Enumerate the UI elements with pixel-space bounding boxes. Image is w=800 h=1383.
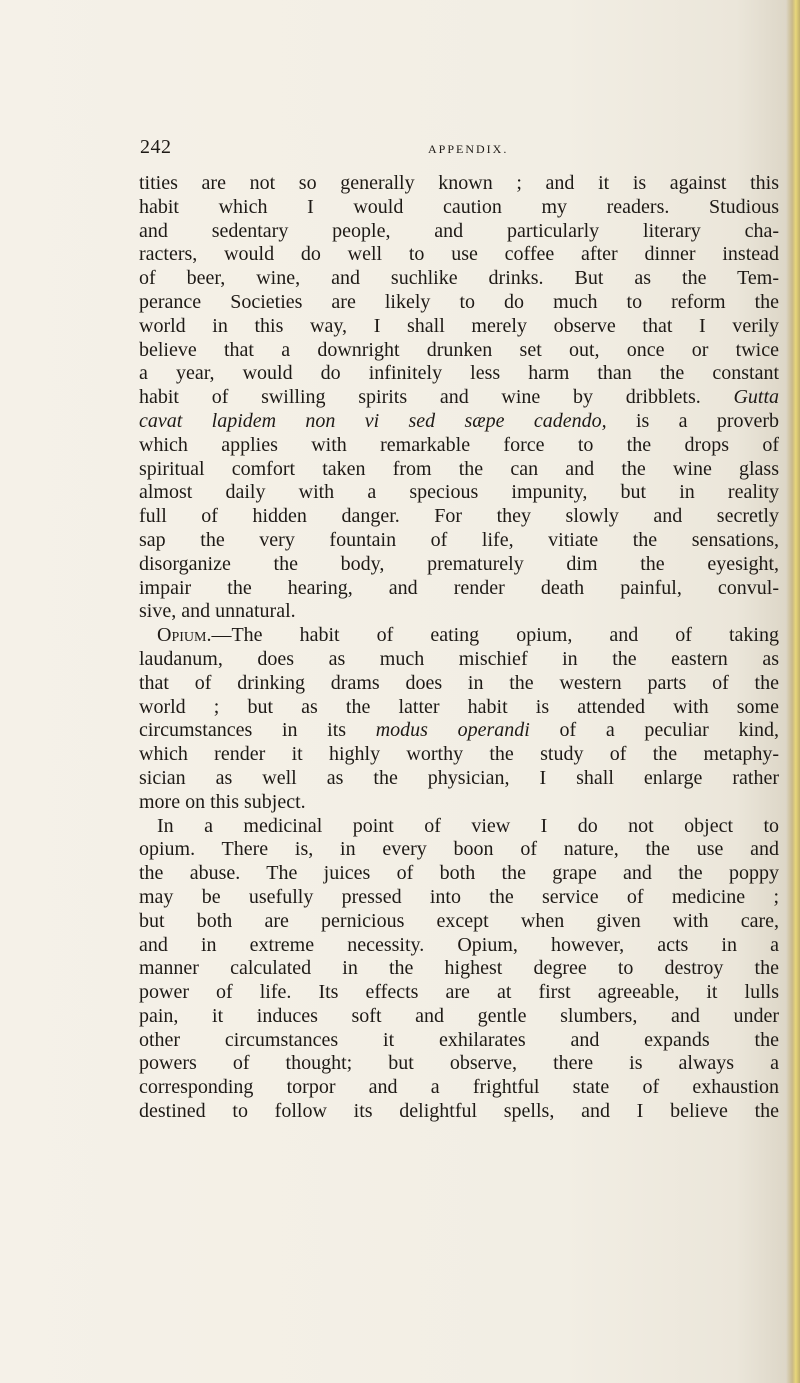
text-segment: of a peculiar kind, (559, 719, 779, 742)
text-line: that of drinking drams does in the western parts of the (139, 671, 779, 694)
text-line: of beer, wine, and suchlike drinks. But as the Tem- (139, 267, 779, 290)
text-line: but both are pernicious except when given with care, (139, 909, 779, 932)
text-line: corresponding torpor and a frightful state of exhaustion (139, 1076, 779, 1099)
page-edge (786, 0, 800, 1383)
text-line: believe that a downright drunken set out, once or twice (139, 338, 779, 361)
text-line: more on this subject. (139, 790, 306, 813)
text-line: pain, it induces soft and gentle slumbers, and under (139, 1004, 779, 1027)
text-line-with-italic (139, 386, 779, 410)
text-line-italic (139, 410, 779, 434)
section-start-line (139, 624, 779, 648)
text-line: spiritual comfort taken from the can and the wine glass (139, 457, 779, 480)
text-line: tities are not so generally known ; and it is against this (139, 172, 779, 194)
text-line: power of life. Its effects are at first agreeable, it lulls (139, 981, 779, 1004)
page-number: 242 (140, 136, 172, 158)
text-segment: —The habit of eating opium, and of taking (211, 624, 779, 647)
text-line: perance Societies are likely to do much to reform the (139, 290, 779, 313)
italic-phrase: Gutta (733, 386, 779, 409)
text-segment: habit of swilling spirits and wine by dribblets. (139, 386, 701, 409)
text-line-with-italic (139, 719, 779, 743)
text-line: full of hidden danger. For they slowly and secretly (139, 505, 779, 528)
text-line: racters, would do well to use coffee after dinner instead (139, 243, 779, 266)
body-text (139, 172, 779, 1124)
text-line: disorganize the body, prematurely dim the eyesight, (139, 552, 779, 575)
text-line: world ; but as the latter habit is attended with some (139, 695, 779, 718)
text-line: habit which I would caution my readers. Studious (139, 195, 779, 218)
running-head: APPENDIX. (428, 142, 509, 156)
text-segment: is a proverb (635, 409, 779, 432)
text-line: may be usefully pressed into the service of medicine ; (139, 885, 779, 908)
text-segment: circumstances in its (139, 719, 347, 742)
text-line: sap the very fountain of life, vitiate the sensations, (139, 528, 779, 551)
text-line: powers of thought; but observe, there is always a (139, 1052, 779, 1075)
section-heading-opium: Opium. (157, 624, 212, 647)
text-line: world in this way, I shall merely observe that I verily (139, 314, 779, 337)
text-line: manner calculated in the highest degree to destroy the (139, 957, 779, 980)
italic-proverb: cavat lapidem non vi sed sæpe cadendo, (139, 409, 607, 432)
text-line: and sedentary people, and particularly literary cha- (139, 219, 779, 242)
italic-phrase: modus operandi (375, 719, 530, 742)
text-line: which render it highly worthy the study of the metaphy- (139, 743, 779, 766)
page-header (140, 136, 780, 166)
text-line: destined to follow its delightful spells, and I believe the (139, 1100, 779, 1123)
text-line: opium. There is, in every boon of nature, the use and (139, 838, 779, 861)
text-line: other circumstances it exhilarates and expands the (139, 1028, 779, 1051)
paragraph-start-line: In a medicinal point of view I do not object to (157, 814, 779, 837)
text-line: laudanum, does as much mischief in the eastern as (139, 647, 779, 670)
text-line: a year, would do infinitely less harm than the constant (139, 362, 779, 385)
text-line: impair the hearing, and render death painful, convul- (139, 576, 779, 599)
text-line: sician as well as the physician, I shall enlarge rather (139, 766, 779, 789)
text-line: which applies with remarkable force to the drops of (139, 433, 779, 456)
text-line: and in extreme necessity. Opium, however, acts in a (139, 933, 779, 956)
text-line: sive, and unnatural. (139, 600, 296, 623)
text-line: almost daily with a specious impunity, but in reality (139, 481, 779, 504)
text-line: the abuse. The juices of both the grape and the poppy (139, 862, 779, 885)
